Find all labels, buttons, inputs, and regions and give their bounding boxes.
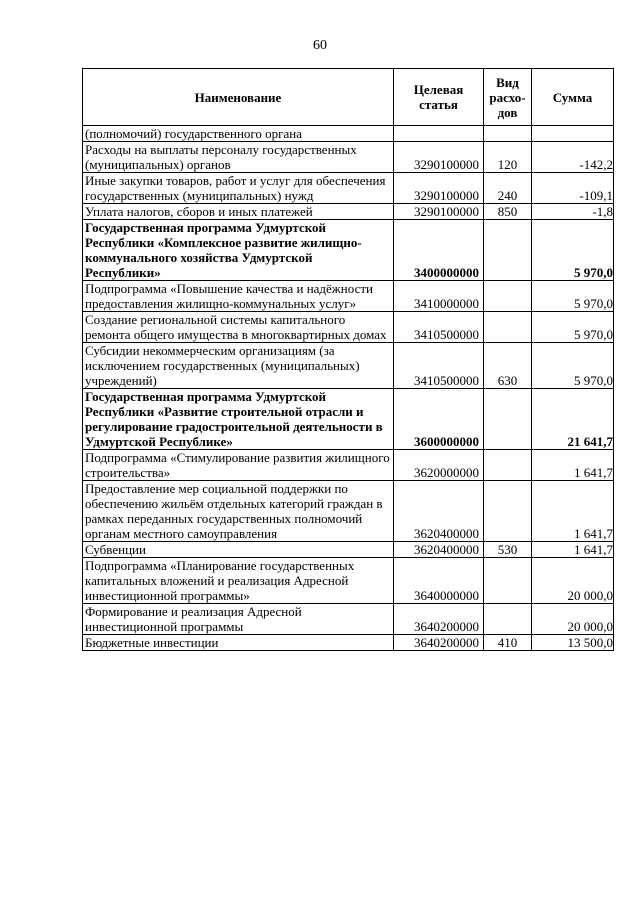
budget-table: [82, 68, 614, 651]
page-number: 60: [313, 38, 327, 53]
row-code: 3290100000: [394, 173, 484, 204]
row-type: [484, 312, 532, 343]
table-row: [83, 220, 614, 281]
header-code: Целевая статья: [394, 69, 484, 126]
table-row: [83, 604, 614, 635]
row-name: Государственная программа Удмуртской Республики «Комплексное развитие жилищно-коммунального хозяйства Удмуртской Республики»: [83, 220, 394, 281]
row-sum: 1 641,7: [532, 542, 614, 558]
row-sum: 20 000,0: [532, 558, 614, 604]
row-type: 850: [484, 204, 532, 220]
row-name: Подпрограмма «Планирование государственных капитальных вложений и реализация Адресной инвестиционной программы»: [83, 558, 394, 604]
table-row: [83, 142, 614, 173]
row-name: (полномочий) государственного органа: [83, 126, 394, 142]
row-type: [484, 481, 532, 542]
row-sum: -142,2: [532, 142, 614, 173]
row-sum: 13 500,0: [532, 635, 614, 651]
row-type: [484, 558, 532, 604]
row-code: 3290100000: [394, 142, 484, 173]
row-code: 3640200000: [394, 635, 484, 651]
row-code: 3640200000: [394, 604, 484, 635]
row-type: 410: [484, 635, 532, 651]
row-code: 3620400000: [394, 481, 484, 542]
row-code: 3620400000: [394, 542, 484, 558]
row-sum: 1 641,7: [532, 450, 614, 481]
table-row: [83, 173, 614, 204]
row-name: Субвенции: [83, 542, 394, 558]
row-sum: 20 000,0: [532, 604, 614, 635]
row-name: Подпрограмма «Повышение качества и надёжности предоставления жилищно-коммунальных услуг»: [83, 281, 394, 312]
table-row: [83, 312, 614, 343]
row-name: Расходы на выплаты персоналу государственных (муниципальных) органов: [83, 142, 394, 173]
row-type: [484, 389, 532, 450]
table-row: [83, 635, 614, 651]
row-type: [484, 450, 532, 481]
table-row: [83, 450, 614, 481]
row-code: 3600000000: [394, 389, 484, 450]
row-type: [484, 281, 532, 312]
row-type: 630: [484, 343, 532, 389]
row-sum: 5 970,0: [532, 343, 614, 389]
row-name: Уплата налогов, сборов и иных платежей: [83, 204, 394, 220]
header-type: Вид расхо-дов: [484, 69, 532, 126]
header-name: Наименование: [83, 69, 394, 126]
row-type: 120: [484, 142, 532, 173]
table-row: [83, 481, 614, 542]
row-sum: 5 970,0: [532, 220, 614, 281]
header-sum: Сумма: [532, 69, 614, 126]
table-row: [83, 126, 614, 142]
row-name: Иные закупки товаров, работ и услуг для обеспечения государственных (муниципальных) нужд: [83, 173, 394, 204]
row-sum: -1,8: [532, 204, 614, 220]
row-code: [394, 126, 484, 142]
row-name: Бюджетные инвестиции: [83, 635, 394, 651]
table-row: [83, 389, 614, 450]
row-name: Подпрограмма «Стимулирование развития жилищного строительства»: [83, 450, 394, 481]
row-name: Формирование и реализация Адресной инвестиционной программы: [83, 604, 394, 635]
row-code: 3620000000: [394, 450, 484, 481]
row-sum: 5 970,0: [532, 312, 614, 343]
row-sum: 21 641,7: [532, 389, 614, 450]
table-row: [83, 204, 614, 220]
table-row: [83, 281, 614, 312]
row-code: 3410500000: [394, 312, 484, 343]
row-sum: 1 641,7: [532, 481, 614, 542]
row-code: 3640000000: [394, 558, 484, 604]
row-name: Субсидии некоммерческим организациям (за исключением государственных (муниципальных) учреждений): [83, 343, 394, 389]
row-code: 3410500000: [394, 343, 484, 389]
table-header-row: [83, 69, 614, 126]
row-name: Государственная программа Удмуртской Республики «Развитие строительной отрасли и регулирование градостроительной деятельности в Удмуртской Республике»: [83, 389, 394, 450]
row-code: 3410000000: [394, 281, 484, 312]
row-type: 530: [484, 542, 532, 558]
row-sum: [532, 126, 614, 142]
table-row: [83, 343, 614, 389]
row-sum: 5 970,0: [532, 281, 614, 312]
table-row: [83, 558, 614, 604]
row-type: [484, 604, 532, 635]
row-name: Создание региональной системы капитального ремонта общего имущества в многоквартирных домах: [83, 312, 394, 343]
row-type: [484, 220, 532, 281]
row-code: 3290100000: [394, 204, 484, 220]
row-sum: -109,1: [532, 173, 614, 204]
row-type: 240: [484, 173, 532, 204]
row-type: [484, 126, 532, 142]
row-code: 3400000000: [394, 220, 484, 281]
row-name: Предоставление мер социальной поддержки по обеспечению жильём отдельных категорий граждан в рамках переданных государственных полномочий органам местного самоуправления: [83, 481, 394, 542]
table-row: [83, 542, 614, 558]
